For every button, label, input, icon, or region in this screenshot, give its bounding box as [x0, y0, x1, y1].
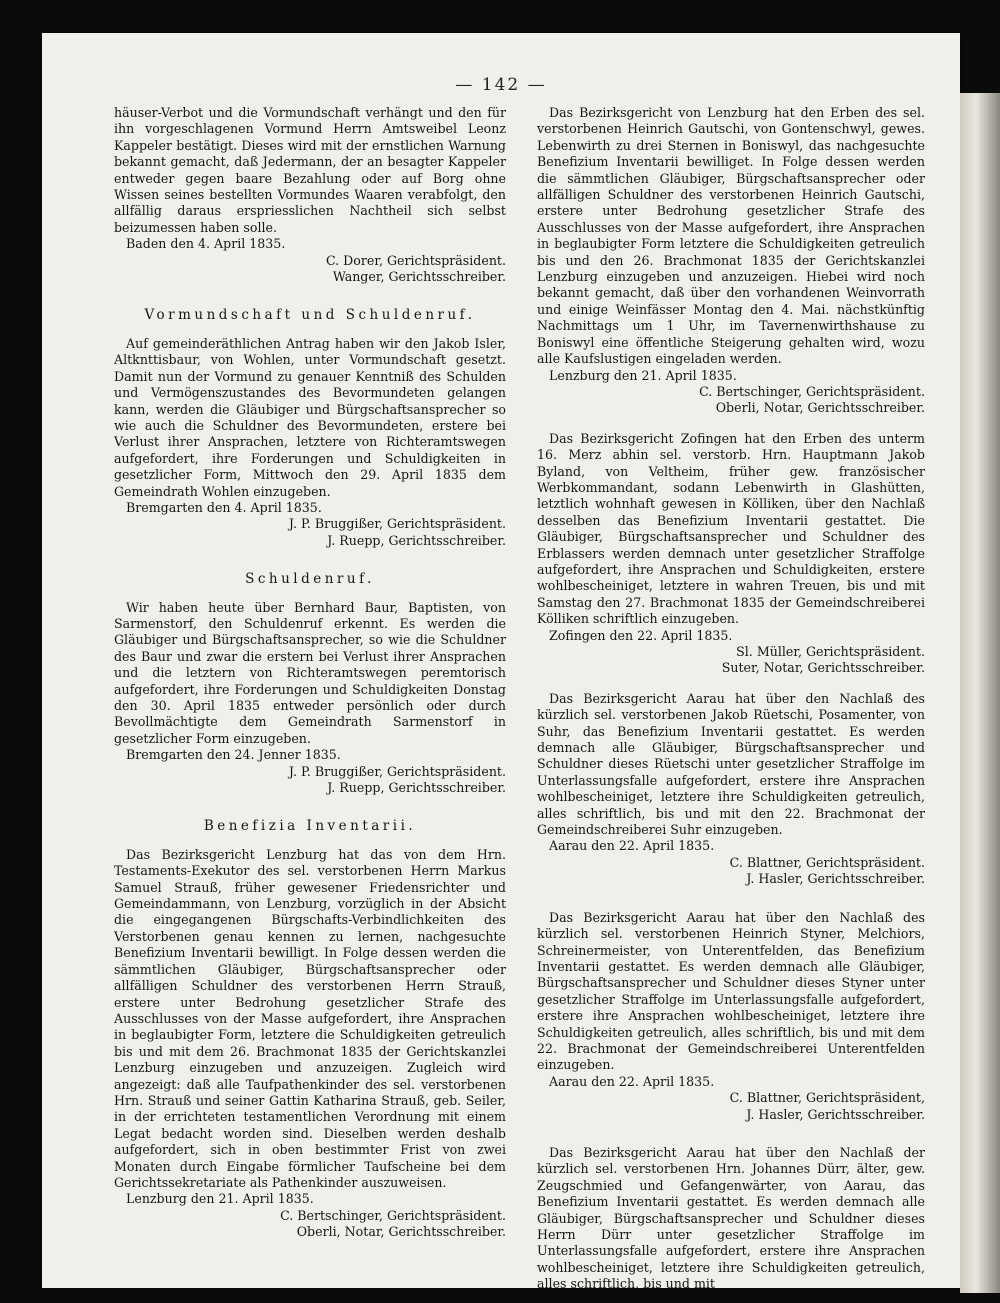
notice-3-signature-1: C. Blattner, Gerichtspräsident.	[729, 854, 925, 870]
notice-4-text: Das Bezirksgericht Aarau hat über den Nachlaß des kürzlich sel. verstorbenen Heinrich Styner, Melchiors, Schreinermeister, von Unterentfelden, das Benefizium Inventarii gestattet. Es werden demnach alle Gläubiger, Bürgschaftsansprecher und Schuldner dieses Styner unter gesetzlicher Straffolge im Unterlassungsfalle aufgefordert, erstere ihre Ansprachen wohlbescheiniget, letztere ihre Schuldigkeiten getreulich, alles schriftlich, bis und mit dem 22. Brachmonat der Gemeindschreiberei Unterentfelden einzugeben.	[537, 909, 925, 1073]
spacer	[537, 888, 925, 910]
section-benefizia-signature-2: Oberli, Notar, Gerichtsschreiber.	[296, 1224, 506, 1240]
notice-1-signature-1: C. Bertschinger, Gerichtspräsident.	[699, 383, 925, 399]
intro-signature-2: Wanger, Gerichtsschreiber.	[332, 269, 506, 285]
notice-2-signature-2: Suter, Notar, Gerichtsschreiber.	[721, 660, 925, 676]
section-vormundschaft-signature-2: J. Ruepp, Gerichtsschreiber.	[327, 532, 506, 548]
notice-4-signature-2: J. Hasler, Gerichtsschreiber.	[746, 1106, 925, 1122]
section-vormundschaft-text: Auf gemeinderäthlichen Antrag haben wir den Jakob Isler, Altknttisbaur, von Wohlen, unter Vormundschaft gesetzt. Damit nun der Vormund zu genauer Kenntniß des Schulden und Vermögenszustandes des Bevormundeten gelangen kann, werden die Gläubiger und Bürgschaftsansprecher so wie auch die Schuldner des Bevormundeten, erstere bei Verlust ihrer Ansprachen, letztere von Richteramtswegen aufgefordert, ihre Forderungen und Schuldigkeiten in gesetzlicher Form, Mittwoch den 29. April 1835 dem Gemeindrath Wohlen einzugeben.	[114, 335, 506, 499]
intro-date: Baden den 4. April 1835.	[126, 236, 286, 252]
notice-2-signature-1: Sl. Müller, Gerichtspräsident.	[736, 644, 925, 659]
page-number: — 142 —	[455, 75, 547, 95]
notice-3-date: Aarau den 22. April 1835.	[549, 838, 715, 854]
notice-1-date: Lenzburg den 21. April 1835.	[549, 367, 737, 383]
section-vormundschaft-signature-1: J. P. Bruggißer, Gerichtspräsident.	[288, 516, 506, 532]
intro-text: häuser-Verbot und die Vormundschaft verhängt und den für ihn vorgeschlagenen Vormund Herrn Amtsweibel Leonz Kappeler bestätigt. Dieses wird mit der ernstlichen Warnung bekannt gemacht, daß Jedermann, der an besagter Kappeler entweder gegen baare Bezahlung oder auf Borg ohne Wissen seines bestellten Vormundes Waaren verabfolgt, den allfällig daraus erspriesslichen Nachtheil sich selbst beizumessen haben solle.	[114, 105, 506, 235]
section-heading-benefizia: Benefizia Inventarii.	[203, 818, 417, 835]
notice-5-text: Das Bezirksgericht Aarau hat über den Nachlaß der kürzlich sel. verstorbenen Hrn. Johannes Dürr, älter, gew. Zeugschmied und Gefangenwärter, von Aarau, das Benefizium Inventarii gestattet. Es werden demnach alle Gläubiger, Bürgschaftsansprecher und Schuldner dieses Herrn Dürr unter gesetzlicher Straffolge im Unterlassungsfalle aufgefordert, erstere ihre Ansprachen wohlbescheiniget, letztere ihre Schuldigkeiten getreulich, alles schriftlich, bis und mit	[537, 1144, 925, 1292]
notice-2-date: Zofingen den 22. April 1835.	[549, 627, 733, 643]
section-schuldenruf-signature-2: J. Ruepp, Gerichtsschreiber.	[327, 780, 506, 796]
notice-3-text: Das Bezirksgericht Aarau hat über den Nachlaß des kürzlich sel. verstorbenen Jakob Rüetschi, Posamenter, von Suhr, das Benefizium Inventarii gestattet. Es werden demnach alle Gläubiger, Bürgschaftsansprecher und Schuldner dieses Rüetschi unter gesetzlicher Straffolge im Unterlassungsfalle aufgefordert, erstere ihre Ansprachen wohlbescheiniget, letztere ihre Schuldigkeiten getreulich, alles schriftlich, bis und mit den 22. Brachmonat der Gemeindschreiberei Suhr einzugeben.	[537, 690, 925, 838]
section-schuldenruf-signature-1: J. P. Bruggißer, Gerichtspräsident.	[288, 763, 506, 779]
section-benefizia-date: Lenzburg den 21. April 1835.	[126, 1191, 314, 1207]
right-column	[537, 105, 925, 1293]
spacer	[537, 417, 925, 431]
section-heading-schuldenruf: Schuldenruf.	[245, 571, 375, 588]
section-heading-vormundschaft: Vormundschaft und Schuldenruf.	[144, 307, 476, 324]
section-schuldenruf-date: Bremgarten den 24. Jenner 1835.	[126, 747, 341, 763]
section-schuldenruf-text: Wir haben heute über Bernhard Baur, Baptisten, von Sarmenstorf, den Schuldenruf erkennt. Es werden die Gläubiger und Bürgschaftsansprecher, so wie die Schuldner des Baur und zwar die erstern bei Verlust ihrer Ansprachen und die letztern von Richteramtswegen peremtorisch aufgefordert, ihre Forderungen und Schuldigkeiten Donstag den 30. April 1835 entweder persönlich oder durch Bevollmächtigte dem Gemeindrath Sarmenstorf in gesetzlicher Form einzugeben.	[114, 599, 506, 746]
spacer	[537, 677, 925, 691]
newspaper-page	[42, 33, 960, 1292]
notice-1-text: Das Bezirksgericht von Lenzburg hat den Erben des sel. verstorbenen Heinrich Gautschi, von Gontenschwyl, gewes. Lebenwirth zu drei Sternen in Boniswyl, das nachgesuchte Benefizium Inventarii bewilliget. In Folge dessen werden die sämmtlichen Gläubiger, Bürgschaftsansprecher oder allfälligen Schuldner des verstorbenen Heinrich Gautschi, erstere unter Bedrohung gesetzlicher Strafe des Ausschlusses von der Masse aufgefordert, ihre Ansprachen in beglaubigter Form letztere die Schuldigkeiten getreulich bis und den 26. Brachmonat 1835 der Gerichtskanzlei Lenzburg einzugeben und anzuzeigen. Hiebei wird noch bekannt gemacht, daß über den vorhandenen Weinvorrath und einige Weinfässer Montag den 4. Mai. nächstkünftig Nachmittags um 1 Uhr, im Tavernenwirthshause zu Boniswyl eine öffentliche Steigerung gehalten wird, wozu alle Kaufslustigen eingeladen werden.	[537, 105, 925, 367]
intro-signature-1: C. Dorer, Gerichtspräsident.	[325, 252, 506, 268]
section-vormundschaft-date: Bremgarten den 4. April 1835.	[126, 499, 322, 515]
spacer	[537, 1123, 925, 1145]
page-edge	[960, 93, 1000, 1293]
notice-3-signature-2: J. Hasler, Gerichtsschreiber.	[746, 871, 925, 887]
section-benefizia-text: Das Bezirksgericht Lenzburg hat das von dem Hrn. Testaments-Exekutor des sel. verstorbenen Herrn Markus Samuel Strauß, früher gewesener Friedensrichter und Gemeindammann, von Lenzburg, vorzüglich in der Absicht die eingegangenen Bürgschafts-Verbindlichkeiten des Verstorbenen genau kennen zu lernen, nachgesuchte Benefizium Inventarii bewilligt. In Folge dessen werden die sämmtlichen Gläubiger, Bürgschaftsansprecher oder allfälligen Schuldner des verstorbenen Herrn Strauß, erstere unter Bedrohung gesetzlicher Strafe des Ausschlusses von der Masse aufgefordert, ihre Ansprachen in beglaubigter Form, letztere die Schuldigkeiten getreulich bis und mit dem 26. Brachmonat 1835 der Gerichtskanzlei Lenzburg einzugeben und anzuzeigen. Zugleich wird angezeigt: daß alle Taufpathenkinder des sel. verstorbenen Hrn. Strauß und seiner Gattin Katharina Strauß, geb. Seiler, in der errichteten testamentlichen Verordnung mit einem Legat bedacht worden sind. Dieselben werden deshalb aufgefordert, sich in oben bestimmter Frist von zwei Monaten durch Eingabe förmlicher Taufscheine bei dem Gerichtssekretariate als Pathenkinder auszuweisen.	[114, 846, 506, 1190]
notice-4-signature-1: C. Blattner, Gerichtspräsident,	[729, 1090, 925, 1106]
notice-1-signature-2: Oberli, Notar, Gerichtsschreiber.	[715, 400, 925, 416]
left-column	[114, 105, 506, 1241]
notice-2-text: Das Bezirksgericht Zofingen hat den Erben des unterm 16. Merz abhin sel. verstorb. Hrn. Hauptmann Jakob Byland, von Veltheim, früher gew. französischer Werbkommandant, sodann Lebenwirth in Glashütten, letztlich wohnhaft gewesen in Kölliken, über den Nachlaß desselben das Benefizium Inventarii gestattet. Die Gläubiger, Bürgschaftsansprecher und Schuldner des Erblassers werden demnach unter gesetzlicher Straffolge aufgefordert, ihre Ansprachen und Schuldigkeiten, erstere wohlbescheiniget, letztere in wahren Treuen, bis und mit Samstag den 27. Brachmonat 1835 der Gemeindschreiberei Kölliken schriftlich einzugeben.	[537, 430, 925, 627]
notice-4-date: Aarau den 22. April 1835.	[549, 1073, 715, 1089]
section-benefizia-signature-1: C. Bertschinger, Gerichtspräsident.	[280, 1207, 506, 1223]
